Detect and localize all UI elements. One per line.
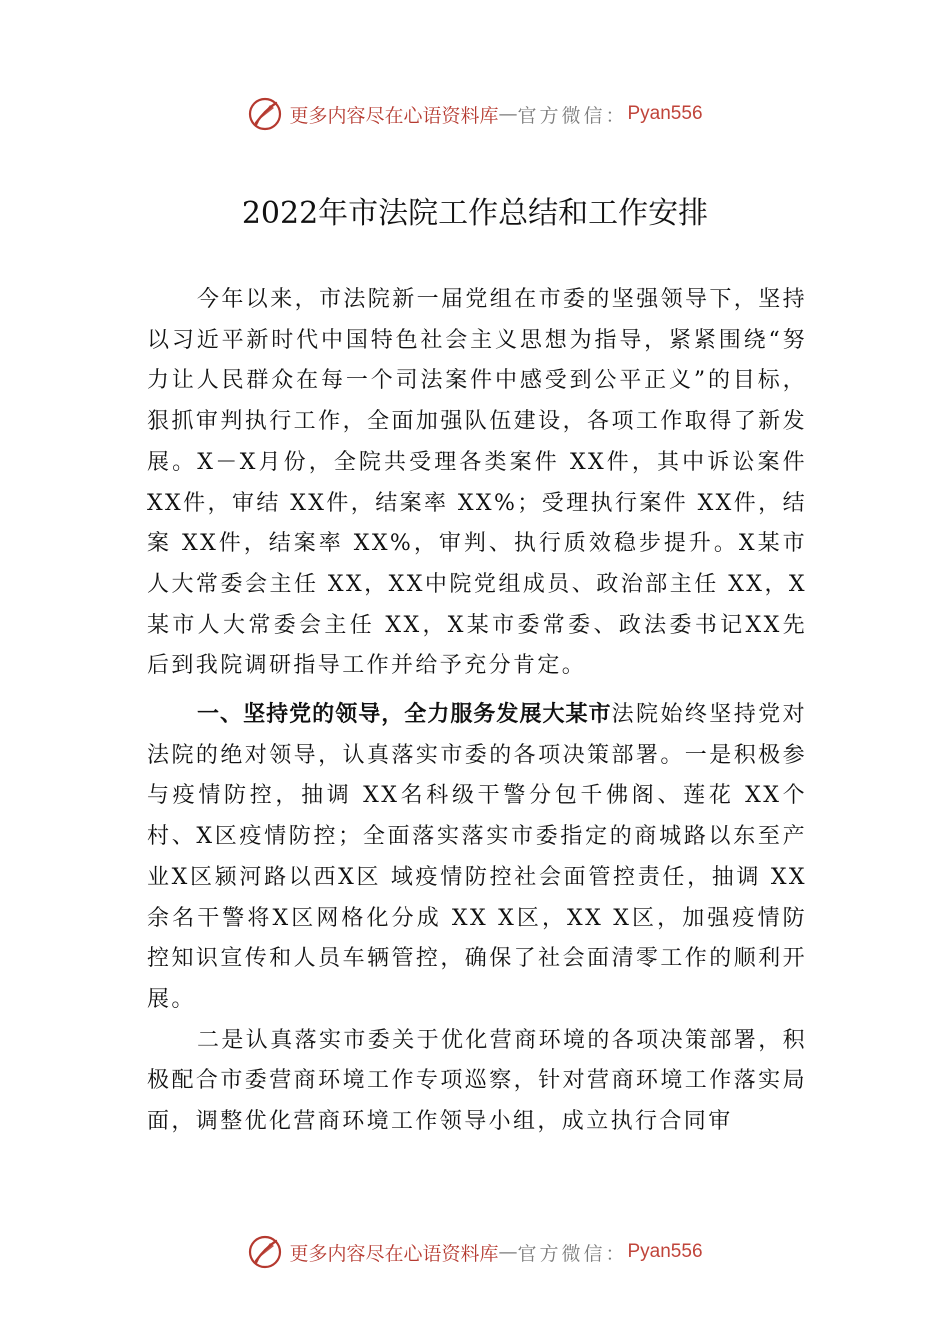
footer-watermark-banner [0, 1232, 950, 1272]
quill-pen-logo-icon [247, 96, 283, 132]
section-heading: 一、坚持党的领导，全力服务发展大某市 [197, 702, 612, 728]
quill-pen-logo-icon [247, 1234, 283, 1270]
section-one-text: 法院始终坚持党对法院的绝对领导，认真落实市委的各项决策部署。一是积极参与疫情防控，抽调 XX名科级干警分包千佛阁、莲花 XX个村、X区疫情防控；全面落实落实市委指定的商城路以东至产业X区颍河路以西X区 域疫情防控社会面管控责任，抽调 XX余名干警将X区网格化分成 XX X区，XX X区，加强疫情防控知识宣传和人员车辆管控，确保了社会面清零工作的顺利开展。 [147, 702, 807, 1012]
banner-slogan: 更多内容尽在心语资料库 [289, 104, 499, 127]
paragraph-business-environment: 二是认真落实市委关于优化营商环境的各项决策部署，积极配合市委营商环境工作专项巡察，针对营商环境工作落实局面，调整优化营商环境工作领导小组，成立执行合同审 [147, 1027, 808, 1135]
banner-wechat-id: Pyan556 [627, 1241, 703, 1262]
document-title: 2022年市法院工作总结和工作安排 [241, 196, 709, 231]
banner-slogan: 更多内容尽在心语资料库 [289, 1242, 499, 1265]
banner-separator: — [498, 1241, 518, 1263]
banner-separator: — [498, 103, 518, 125]
banner-wechat-label: 官方微信： [517, 104, 628, 127]
header-watermark-banner [0, 94, 950, 134]
banner-wechat-id: Pyan556 [627, 103, 703, 124]
document-body [147, 280, 807, 1143]
paragraph-section-one [147, 695, 807, 1021]
paragraph-intro: 今年以来，市法院新一届党组在市委的坚强领导下，坚持以习近平新时代中国特色社会主义思想为指导，紧紧围绕“努力让人民群众在每一个司法案件中感受到公平正义”的目标，狠抓审判执行工作，全面加强队伍建设，各项工作取得了新发展。X－X月份，全院共受理各类案件 XX件，其中诉讼案件 XX件，审结 XX件，结案率 XX%；受理执行案件 XX件，结案 XX件，结案率 XX%，审判、执行质效稳步提升。X某市人大常委会主任 XX，XX中院党组成员、政治部主任 XX，X某市人大常委会主任 XX，X某市委常委、政法委书记XX先后到我院调研指导工作并给予充分肯定。 [147, 287, 808, 679]
banner-wechat-label: 官方微信： [517, 1242, 628, 1265]
